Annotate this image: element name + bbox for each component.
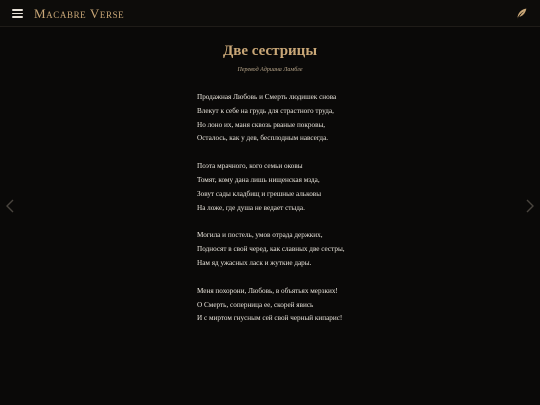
stanza [197, 229, 517, 270]
poem-line: Продажная Любовь и Смерть людишек снова [197, 93, 337, 101]
quill-feather-icon[interactable] [515, 7, 528, 20]
hamburger-menu-icon[interactable] [12, 8, 23, 18]
poem-line: О Смерть, соперница ее, скорей явись [197, 300, 314, 309]
menu-bar [12, 9, 23, 11]
poem-line: Осталось, как у дев, бесплодным навсегда. [197, 134, 329, 143]
poem-line: Подносят в свой черед, как славных две сестры, [197, 245, 345, 254]
poem-line: И с миртом гнусным сей свой черный кипарис! [197, 314, 343, 323]
poem-line: Поэта мрачного, кого семьи оковы [197, 162, 303, 171]
site-title[interactable]: Macabre Verse [34, 6, 125, 21]
poem-translator: Перевод Адриана Ламбле [237, 67, 303, 73]
stanza [197, 160, 517, 215]
stanza [197, 91, 517, 146]
poem-line: На ложе, где душа не ведает стыда. [197, 203, 305, 212]
poem-stanzas [197, 91, 517, 340]
poem-line: Меня похорони, Любовь, в объятьях мерзких! [197, 286, 338, 295]
menu-bar [12, 16, 23, 18]
poem-line: Томят, кому дана лишь нищенская мзда, [197, 175, 320, 184]
chevron-left-icon[interactable] [5, 199, 15, 213]
poem-title: Две сестрицы [222, 43, 318, 59]
poem-line: Нам яд ужасных ласк и жуткие дары. [197, 258, 312, 267]
poem-line: Но лоно их, маня сквозь рваные покровы, [197, 120, 326, 129]
poem-line: Зовут сады кладбищ и грешные альковы [197, 189, 322, 198]
chevron-right-icon[interactable] [525, 199, 535, 213]
top-bar [0, 0, 540, 27]
poem-line: Могила и постель, умов отрада держких, [197, 231, 323, 240]
menu-bar [12, 13, 23, 15]
stanza [197, 285, 517, 326]
poem-line: Влекут к себе на грудь для страстного труда, [197, 106, 334, 115]
